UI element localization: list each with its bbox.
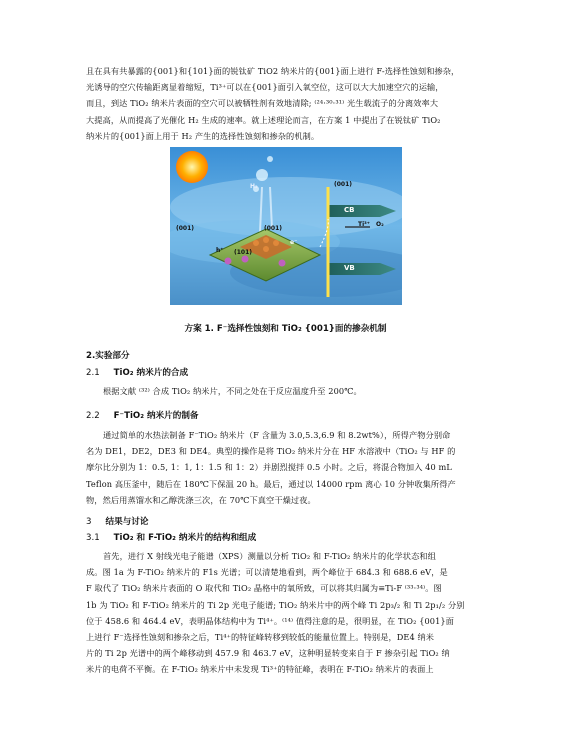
section-2-2-paragraph — [86, 427, 489, 508]
sun-icon — [176, 151, 208, 183]
section-number: 3.1 — [86, 533, 100, 543]
section-3-1-paragraph — [86, 548, 489, 678]
section-title: TiO₂ 纳米片的合成 — [113, 368, 189, 378]
text-line: Teflon 高压釜中，随后在 180℃下保温 20 h。最后，通过以 14000 rpm 离心 10 分钟收集所得产 — [86, 478, 456, 489]
h2-label: H₂ — [250, 183, 258, 190]
cb-label: CB — [344, 206, 355, 214]
o2-label: O₂ — [376, 221, 384, 228]
text-line: 物，然后用蒸馏水和乙醇洗涤三次，在 70℃下真空干燥过夜。 — [86, 494, 316, 505]
text-line: 片的 Ti 2p 光谱中的两个峰移动到 457.9 和 463.7 eV，这种明显转变来自于 F 掺杂引起 TiO₂ 纳 — [86, 648, 450, 659]
text-line: 位于 458.6 和 464.4 eV，表明晶体结构中为 Ti⁴⁺。⁽¹⁴⁾ 值得注意的是，很明显，在 TiO₂ {001}面 — [86, 615, 455, 626]
text-line: 大提高，从而提高了光催化 H₂ 生成的速率。就上述理论而言，在方案 1 中提出了在锐钛矿 TiO₂ — [86, 114, 441, 125]
text-line: 而且，到达 TiO₂ 纳米片表面的空穴可以被牺牲剂有效地清除; ⁽²⁴·³⁰·³¹⁾ 光生载流子的分离效率大 — [86, 98, 439, 109]
section-2-1-heading — [86, 366, 188, 378]
electron-label: e⁻ — [290, 239, 298, 246]
facet-001-left-label: (001) — [176, 225, 195, 232]
text-line: 摩尔比分别为 1：0.5, 1：1, 1：1.5 和 1：2）并剧烈搅拌 0.5 小时。之后，将混合物加入 40 mL — [86, 462, 452, 473]
facet-001-mid-label: (001) — [264, 225, 283, 232]
section-2-heading: 2.实验部分 — [86, 351, 130, 361]
text-line: 1b 为 TiO₂ 和 F-TiO₂ 纳米片的 Ti 2p 光电子能谱; TiO₂ 纳米片中的两个峰 Ti 2p₃/₂ 和 Ti 2p₁/₂ 分别 — [86, 599, 465, 610]
facet-101-label: (101) — [234, 249, 253, 256]
text-line: F 取代了 TiO₂ 纳米片表面的 O 取代和 TiO₂ 晶格中的氧所致，可以将其归属为≡Ti-F ⁽³³·³⁴⁾。图 — [86, 583, 442, 594]
section-3-1-heading — [86, 531, 256, 543]
text-line: 成。图 1a 为 F-TiO₂ 纳米片的 F1s 光谱；可以清楚地看到，两个峰位于 684.3 和 688.6 eV，是 — [86, 567, 448, 578]
section-number: 2.2 — [86, 411, 100, 421]
text-line: 首先，进行 X 射线光电子能谱（XPS）测量以分析 TiO₂ 和 F-TiO₂ 纳米片的化学状态和组 — [103, 551, 436, 561]
section-2-2-heading — [86, 409, 199, 421]
text-line: 光诱导的空穴传输距离显着缩短，Ti³⁺可以在{001}面引入氧空位，这可以大大加速空穴的运输， — [86, 82, 444, 93]
vb-label: VB — [344, 264, 355, 272]
section-number: 2.1 — [86, 368, 100, 378]
text-line: 上进行 F⁻选择性蚀刻和掺杂之后，Ti⁴⁺的特征峰转移到较低的能量位置上。特别是，DE4 纳米 — [86, 632, 435, 643]
text-line: 通过简单的水热法制备 F⁻TiO₂ 纳米片（F 含量为 3.0,5.3,6.9 和 8.2wt%），所得产物分别命 — [103, 430, 451, 440]
section-2-1-paragraph — [86, 383, 489, 399]
text-line: 纳米片的{001}面上用于 H₂ 产生的选择性蚀刻和掺杂的机制。 — [86, 130, 320, 141]
scheme-figure — [170, 147, 402, 305]
section-title: 结果与讨论 — [105, 517, 149, 527]
hole-label: h⁺ — [216, 247, 224, 254]
ti3-label: Ti³⁺ — [358, 221, 370, 228]
text-line: 名为 DE1，DE2，DE3 和 DE4。典型的操作是将 TiO₂ 纳米片分在 HF 水溶液中（TiO₂ 与 HF 的 — [86, 446, 456, 457]
section-title: TiO₂ 和 F-TiO₂ 纳米片的结构和组成 — [113, 533, 257, 543]
text-line: 且在具有共暴露的{001}和{101}面的锐钛矿 TiO2 纳米片的{001}面上进行 F-选择性蚀刻和掺杂， — [86, 66, 460, 76]
text-line: 根据文献 ⁽³²⁾ 合成 TiO₂ 纳米片，不同之处在于反应温度升至 200℃。 — [103, 386, 362, 396]
section-3-heading — [86, 515, 148, 527]
section-number: 3 — [86, 517, 92, 527]
intro-paragraph — [86, 63, 489, 144]
scheme-caption: 方案 1. F⁻选择性蚀刻和 TiO₂ {001}面的掺杂机制 — [184, 324, 387, 334]
facet-001-top-label: (001) — [334, 181, 353, 188]
section-title: F⁻TiO₂ 纳米片的制备 — [113, 411, 199, 421]
text-line: 米片的电荷不平衡。在 F-TiO₂ 纳米片中未发现 Ti³⁺的特征峰，表明在 F-TiO₂ 纳米片的表面上 — [86, 664, 434, 675]
